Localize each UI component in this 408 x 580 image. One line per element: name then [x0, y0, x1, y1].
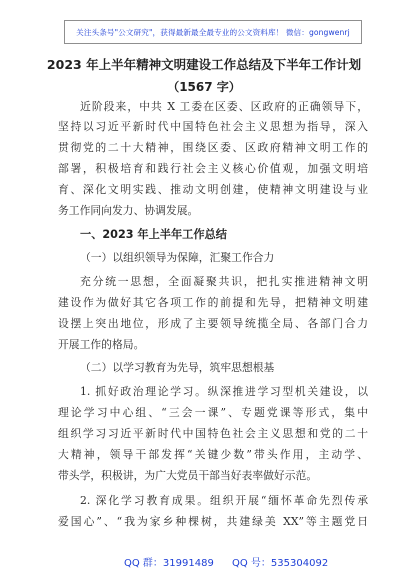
- body-line: 务工作同向发力、协调发展。: [58, 204, 199, 217]
- body-line: 贯彻党的二十大精神，围绕区委、区政府精神文明工作的: [58, 141, 368, 154]
- body-line: 坚持以习近平新时代中国特色社会主义思想为指导，深入: [58, 120, 368, 133]
- body-line: 开展工作的格局。: [58, 338, 145, 351]
- body-line: 理论学习中心组、“三会一课”、专题党课等形式，集中: [58, 406, 368, 419]
- body-line: 建设作为做好其它各项工作的前提和先导，把精神文明建: [58, 296, 368, 309]
- qq-group-number: QQ 群：31991489: [124, 558, 214, 569]
- document-title: 2023 年上半年精神文明建设工作总结及下半年工作计划: [46, 57, 362, 72]
- qq-number: QQ 号：535304092: [232, 558, 329, 569]
- header-banner: [64, 20, 362, 44]
- body-line: 设摆上突出地位，形成了主要领导统揽全局、各部门合力: [58, 317, 368, 330]
- section-heading: 一、2023 年上半年工作总结: [80, 228, 227, 241]
- body-line: 组织学习习近平新时代中国特色社会主义思想和党的二十: [58, 427, 368, 440]
- body-line: 近阶段来，中共 X 工委在区委、区政府的正确领导下，: [80, 100, 368, 113]
- header-banner-text: 关注头条号"公文研究"，获得最新最全最专业的公文资料库！ 微信：gongwenrj: [76, 27, 350, 37]
- body-line: 部署，积极培育和践行社会主义核心价值观，加强文明培: [58, 162, 368, 175]
- body-line: 1. 抓好政治理论学习。纵深推进学习型机关建设，以: [80, 385, 368, 398]
- body-line: 充分统一思想，全面凝聚共识，把扎实推进精神文明: [80, 275, 368, 288]
- document-word-count: （1567 字）: [167, 80, 241, 94]
- body-line: 爱国心”、“我为家乡种棵树，共建绿美 XX”等主题党日: [58, 515, 368, 528]
- body-line: 大精神，领导干部发挥“关键少数”带头作用，主动学、: [58, 448, 368, 461]
- body-line: 2. 深化学习教育成果。组织开展“缅怀革命先烈传承: [80, 494, 368, 507]
- footer-contact: [0, 552, 408, 570]
- body-line: 带头学，积极讲，为广大党员干部当好表率做好示范。: [58, 469, 318, 482]
- subsection-heading: （二）以学习教育为先导，筑牢思想根基: [80, 361, 275, 374]
- body-line: 育、深化文明实践、推动文明创建，使精神文明建设与业: [58, 183, 368, 196]
- subsection-heading: （一）以组织领导为保障，汇聚工作合力: [80, 251, 275, 264]
